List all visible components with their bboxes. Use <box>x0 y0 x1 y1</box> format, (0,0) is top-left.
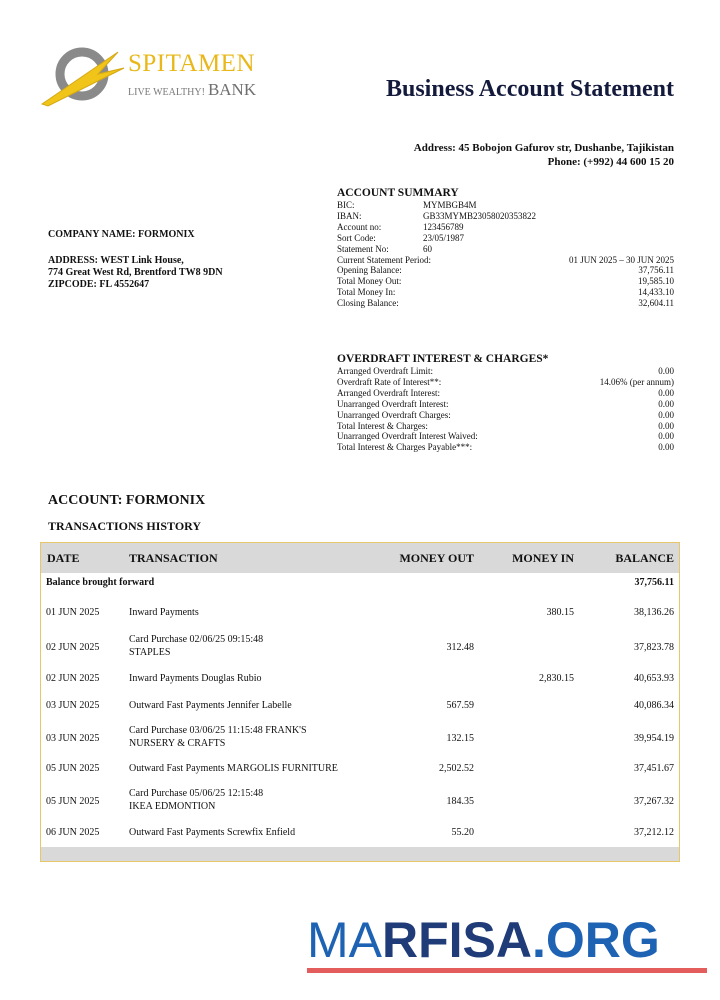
overdraft-row: Overdraft Rate of Interest**: 14.06% (per annum) <box>337 376 674 387</box>
summary-opening-balance: Opening Balance: 37,756.11 <box>337 265 674 276</box>
watermark <box>307 912 707 976</box>
company-info <box>48 229 223 291</box>
col-transaction: TRANSACTION <box>129 551 218 565</box>
watermark-underline <box>307 968 707 973</box>
summary-account-no: Account no: 123456789 <box>337 221 464 232</box>
overdraft-row: Arranged Overdraft Limit: 0.00 <box>337 366 674 376</box>
bank-contact <box>300 141 674 169</box>
summary-closing-balance: Closing Balance: 32,604.11 <box>337 298 674 309</box>
account-heading: ACCOUNT: FORMONIX <box>48 493 206 508</box>
watermark-part1: MA <box>307 912 382 968</box>
col-balance: BALANCE <box>615 551 674 565</box>
overdraft-row: Arranged Overdraft Interest: 0.00 <box>337 387 674 398</box>
overdraft-row: Unarranged Overdraft Interest Waived: 0.00 <box>337 431 674 442</box>
brand-tagline <box>128 80 256 100</box>
watermark-part3: .ORG <box>532 912 660 968</box>
col-date: DATE <box>47 551 80 565</box>
watermark-part2: RFISA <box>382 912 532 968</box>
document-title: Business Account Statement <box>385 76 674 102</box>
company-address-line2: 774 Great West Rd, Brentford TW8 9DN <box>48 267 223 278</box>
spitamen-logo-icon <box>40 44 128 108</box>
brand-tagline-text: LIVE WEALTHY! <box>128 87 205 98</box>
summary-sort-code: Sort Code: 23/05/1987 <box>337 232 465 243</box>
summary-bic: BIC: MYMBGB4M <box>337 200 477 210</box>
overdraft-row: Unarranged Overdraft Charges: 0.00 <box>337 409 674 420</box>
overdraft-row: Total Interest & Charges: 0.00 <box>337 420 674 431</box>
balance-forward-label: Balance brought forward <box>46 577 155 588</box>
table-footer <box>41 847 679 861</box>
overdraft-row: Total Interest & Charges Payable***: 0.00 <box>337 442 674 453</box>
transactions-history-heading: TRANSACTIONS HISTORY <box>48 519 202 533</box>
table-header <box>41 543 679 573</box>
account-summary <box>337 187 674 309</box>
brand-name: SPITAMEN <box>128 50 256 77</box>
bank-address: Address: 45 Bobojon Gafurov str, Dushanbe, Tajikistan <box>413 142 674 154</box>
company-zipcode: ZIPCODE: FL 4552647 <box>48 279 150 290</box>
summary-money-out: Total Money Out: 19,585.10 <box>337 276 674 287</box>
col-money-out: MONEY OUT <box>399 551 474 565</box>
bank-logo <box>40 44 270 108</box>
overdraft-title: OVERDRAFT INTEREST & CHARGES* <box>337 353 549 365</box>
summary-iban: IBAN: GB33MYMB23058020353822 <box>337 210 537 221</box>
col-money-in: MONEY IN <box>512 551 574 565</box>
transactions-table: DATE TRANSACTION MONEY OUT MONEY IN BALANCE Balance brought forward 37,756.11 01 JUN 2025 Inward Payments 380.15 38,136.26 02 JUN 2025 Card Purchase 02/06/25 09:15:48 STAPLES 312.48 37,823.78 02 JUN 2025 Inward Payments Douglas Rubio 2,830.15 40,653.93 03 JUN 2025 Outward Fast Payments Jennifer Labelle 567.59 40,086.34 03 JUN 2025 Card Purchase 03/06/25 11:15:48 FRANK'S NURSERY & CRAFTS 132.15 39,954.19 05 JUN 2025 Outward Fast Payments MARGOLIS FURNITURE 2,502.52 37,451.67 05 JUN 2025 Card Purchase 05/06/25 12:15:48 IKEA EDMONTION 184.35 37,267.32 06 JUN 2025 Outward Fast Payments Screwfix Enfield 55.20 37,212.12 <box>40 542 680 862</box>
company-address-line1: ADDRESS: WEST Link House, <box>48 255 184 266</box>
overdraft-row: Unarranged Overdraft Interest: 0.00 <box>337 398 674 409</box>
balance-forward-value: 37,756.11 <box>634 577 674 588</box>
company-name: COMPANY NAME: FORMONIX <box>48 229 195 240</box>
summary-money-in: Total Money In: 14,433.10 <box>337 287 674 298</box>
overdraft-section <box>337 353 674 453</box>
brand-bank-word: BANK <box>207 80 257 99</box>
account-summary-title: ACCOUNT SUMMARY <box>337 187 459 199</box>
watermark-text <box>307 912 660 968</box>
summary-period: Current Statement Period: 01 JUN 2025 – 30 JUN 2025 <box>337 254 674 265</box>
summary-statement-no: Statement No: 60 <box>337 243 432 254</box>
bank-phone: Phone: (+992) 44 600 15 20 <box>547 156 674 168</box>
